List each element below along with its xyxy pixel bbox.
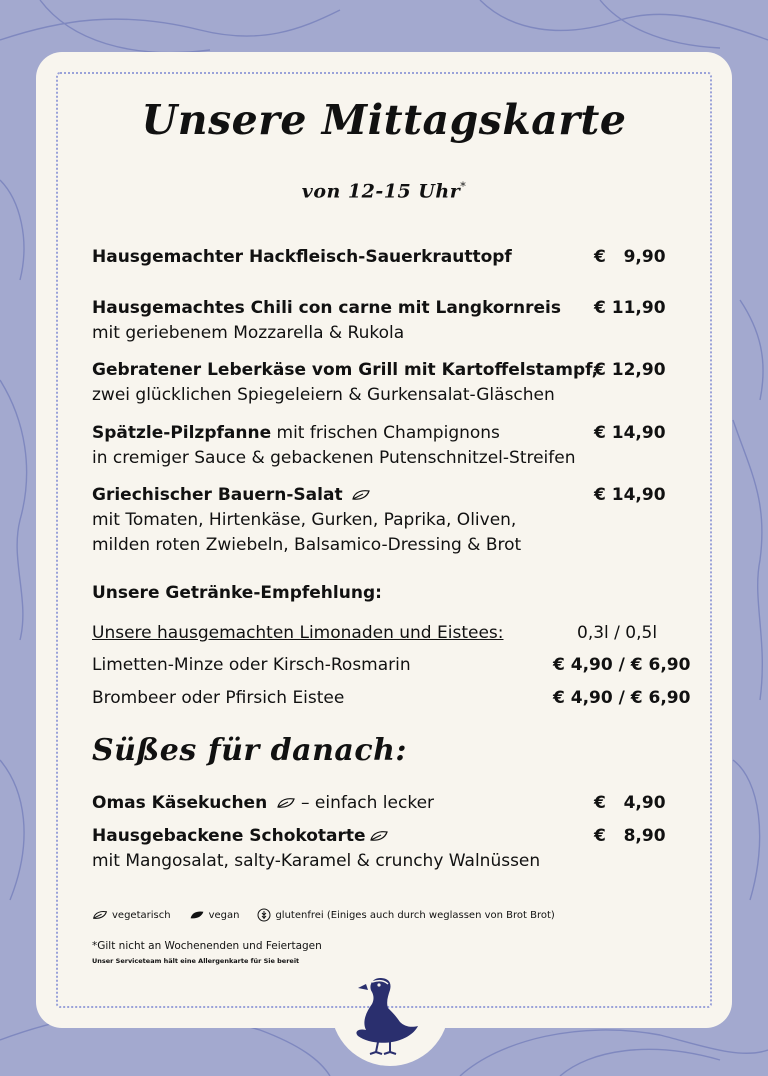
dessert-item-name: Hausgebackene Schokotarte <box>92 826 366 846</box>
menu-item-price: € 12,90 <box>594 360 666 380</box>
dessert-item-name: Omas Käsekuchen <box>92 793 268 813</box>
page-title: Unsere Mittagskarte <box>141 96 627 144</box>
vegetarian-leaf-icon <box>369 830 389 842</box>
desserts-heading: Süßes für danach: <box>92 733 407 768</box>
page-subtitle <box>0 180 768 202</box>
drinks-sizes: 0,3l / 0,5l <box>577 623 658 643</box>
vegetarian-leaf-icon <box>276 797 296 809</box>
legend-vegan-label: vegan <box>208 909 240 921</box>
menu-item-description: mit geriebenem Mozzarella & Rukola <box>92 323 405 343</box>
drink-name: Brombeer oder Pfirsich Eistee <box>92 688 345 708</box>
menu-item-name: Hausgemachter Hackfleisch-Sauerkrauttopf <box>92 247 512 267</box>
dessert-item-price: € 4,90 <box>594 793 666 813</box>
drinks-subheading: Unsere hausgemachten Limonaden und Eistees: <box>92 623 504 643</box>
menu-item-price: € 14,90 <box>594 485 666 505</box>
dessert-item-price: € 8,90 <box>594 826 666 846</box>
menu-item-description: mit Tomaten, Hirtenkäse, Gurken, Paprika, Oliven, <box>92 510 517 530</box>
menu-item-price: € 9,90 <box>594 247 666 267</box>
drinks-heading: Unsere Getränke-Empfehlung: <box>92 583 382 603</box>
gluten-free-icon <box>257 908 271 922</box>
menu-item-name: Spätzle-Pilzpfanne <box>92 423 272 443</box>
diet-legend <box>92 908 555 922</box>
vegetarian-leaf-icon <box>92 910 108 920</box>
menu-item-name: Griechischer Bauern-Salat <box>92 485 343 505</box>
menu-item-name: Gebratener Leberkäse vom Grill mit Kartoffelstampf, <box>92 360 599 380</box>
menu-item-price: € 14,90 <box>594 423 666 443</box>
vegetarian-leaf-icon <box>351 489 371 501</box>
allergen-note: Unser Serviceteam hält eine Allergenkarte für Sie bereit <box>92 957 300 965</box>
footnote: *Gilt nicht an Wochenenden und Feiertagen <box>92 940 322 952</box>
subtitle-footnote-mark: * <box>460 180 467 193</box>
menu-item-name: Hausgemachtes Chili con carne mit Langkornreis <box>92 298 561 318</box>
subtitle-text: von 12-15 Uhr <box>301 180 461 203</box>
duck-logo-icon <box>352 972 422 1056</box>
vegan-leaf-icon <box>189 910 205 920</box>
drink-price: € 4,90 / € 6,90 <box>553 655 691 675</box>
menu-item-name-suffix: mit frischen Champignons <box>271 423 500 443</box>
dessert-item-description: mit Mangosalat, salty-Karamel & crunchy Walnüssen <box>92 851 541 871</box>
dessert-item-name-suffix: – einfach lecker <box>295 793 435 813</box>
legend-glutenfree-label: glutenfrei (Einiges auch durch weglassen von Brot Brot) <box>275 909 555 921</box>
menu-item-description: milden roten Zwiebeln, Balsamico-Dressing & Brot <box>92 535 522 555</box>
menu-item-description: in cremiger Sauce & gebackenen Putenschnitzel-Streifen <box>92 448 576 468</box>
drink-name: Limetten-Minze oder Kirsch-Rosmarin <box>92 655 411 675</box>
menu-item-description: zwei glücklichen Spiegeleiern & Gurkensalat-Gläschen <box>92 385 555 405</box>
legend-vegetarian-label: vegetarisch <box>112 909 171 921</box>
drink-price: € 4,90 / € 6,90 <box>553 688 691 708</box>
menu-item-price: € 11,90 <box>594 298 666 318</box>
